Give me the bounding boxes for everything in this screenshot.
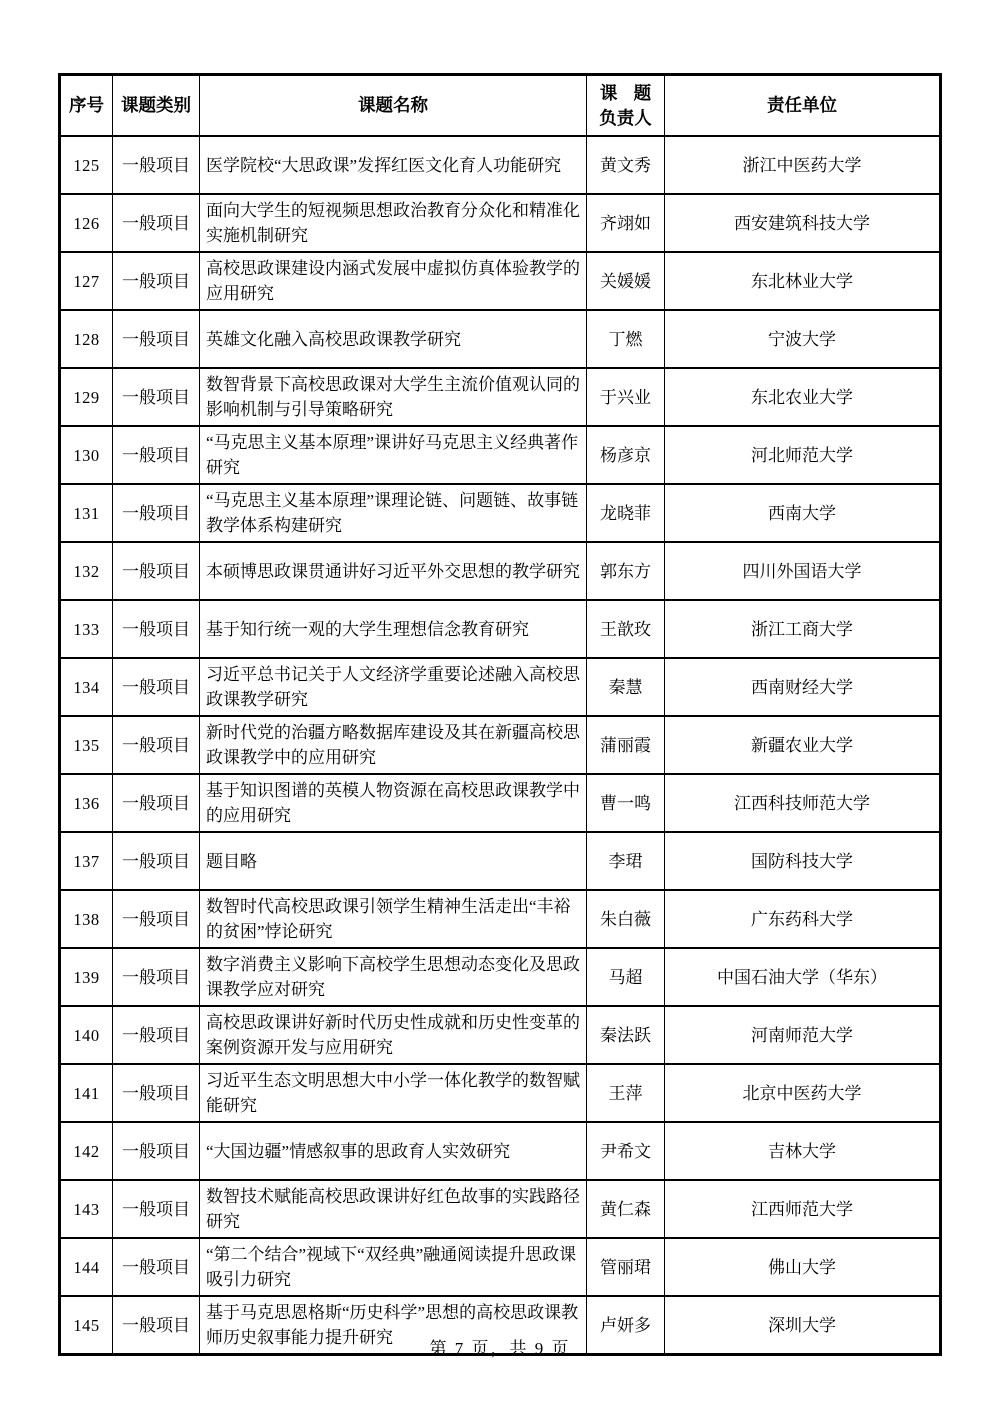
row-title: 数智时代高校思政课引领学生精神生活走出“丰裕的贫困”悖论研究 bbox=[200, 890, 587, 948]
row-leader: 蒲丽霞 bbox=[587, 716, 665, 774]
row-leader: 丁燃 bbox=[587, 310, 665, 368]
row-unit: 河北师范大学 bbox=[665, 426, 941, 484]
row-leader: 秦法跃 bbox=[587, 1006, 665, 1064]
table-row bbox=[60, 716, 941, 774]
header-leader-line1: 课 题 bbox=[599, 82, 658, 103]
row-unit: 江西科技师范大学 bbox=[665, 774, 941, 832]
row-unit: 西安建筑科技大学 bbox=[665, 194, 941, 252]
row-category: 一般项目 bbox=[113, 658, 200, 716]
row-index: 131 bbox=[60, 484, 113, 542]
row-category: 一般项目 bbox=[113, 252, 200, 310]
table-row bbox=[60, 1180, 941, 1238]
table-row bbox=[60, 136, 941, 194]
row-category: 一般项目 bbox=[113, 1064, 200, 1122]
row-unit: 江西师范大学 bbox=[665, 1180, 941, 1238]
row-leader: 杨彦京 bbox=[587, 426, 665, 484]
row-category: 一般项目 bbox=[113, 600, 200, 658]
row-category: 一般项目 bbox=[113, 368, 200, 426]
row-index: 134 bbox=[60, 658, 113, 716]
row-title: 题目略 bbox=[200, 832, 587, 890]
row-category: 一般项目 bbox=[113, 542, 200, 600]
row-category: 一般项目 bbox=[113, 890, 200, 948]
row-leader: 郭东方 bbox=[587, 542, 665, 600]
table-row bbox=[60, 600, 941, 658]
row-index: 145 bbox=[60, 1296, 113, 1355]
table-row bbox=[60, 890, 941, 948]
row-index: 126 bbox=[60, 194, 113, 252]
row-leader: 卢妍多 bbox=[587, 1296, 665, 1355]
row-unit: 西南大学 bbox=[665, 484, 941, 542]
row-unit: 东北林业大学 bbox=[665, 252, 941, 310]
row-title: 本硕博思政课贯通讲好习近平外交思想的教学研究 bbox=[200, 542, 587, 600]
row-index: 138 bbox=[60, 890, 113, 948]
row-index: 133 bbox=[60, 600, 113, 658]
row-title: “大国边疆”情感叙事的思政育人实效研究 bbox=[200, 1122, 587, 1180]
row-unit: 佛山大学 bbox=[665, 1238, 941, 1296]
row-leader: 王歆玫 bbox=[587, 600, 665, 658]
row-title: 习近平生态文明思想大中小学一体化教学的数智赋能研究 bbox=[200, 1064, 587, 1122]
row-index: 142 bbox=[60, 1122, 113, 1180]
row-index: 127 bbox=[60, 252, 113, 310]
table-row bbox=[60, 194, 941, 252]
row-index: 129 bbox=[60, 368, 113, 426]
row-unit: 浙江工商大学 bbox=[665, 600, 941, 658]
table-row bbox=[60, 658, 941, 716]
row-unit: 河南师范大学 bbox=[665, 1006, 941, 1064]
table-header-row bbox=[60, 75, 941, 137]
row-index: 144 bbox=[60, 1238, 113, 1296]
header-title: 课题名称 bbox=[200, 75, 587, 137]
projects-table bbox=[58, 73, 942, 1356]
table-row bbox=[60, 426, 941, 484]
row-title: 基于马克思恩格斯“历史科学”思想的高校思政课教师历史叙事能力提升研究 bbox=[200, 1296, 587, 1355]
row-title: 医学院校“大思政课”发挥红医文化育人功能研究 bbox=[200, 136, 587, 194]
row-title: 数字消费主义影响下高校学生思想动态变化及思政课教学应对研究 bbox=[200, 948, 587, 1006]
row-title: 数智技术赋能高校思政课讲好红色故事的实践路径研究 bbox=[200, 1180, 587, 1238]
row-title: 高校思政课讲好新时代历史性成就和历史性变革的案例资源开发与应用研究 bbox=[200, 1006, 587, 1064]
row-title: 高校思政课建设内涵式发展中虚拟仿真体验教学的应用研究 bbox=[200, 252, 587, 310]
row-category: 一般项目 bbox=[113, 1122, 200, 1180]
row-category: 一般项目 bbox=[113, 194, 200, 252]
row-index: 125 bbox=[60, 136, 113, 194]
table-row bbox=[60, 832, 941, 890]
row-category: 一般项目 bbox=[113, 484, 200, 542]
table-row bbox=[60, 484, 941, 542]
row-category: 一般项目 bbox=[113, 310, 200, 368]
table-row bbox=[60, 1006, 941, 1064]
row-unit: 东北农业大学 bbox=[665, 368, 941, 426]
row-leader: 黄文秀 bbox=[587, 136, 665, 194]
row-leader: 齐翊如 bbox=[587, 194, 665, 252]
row-unit: 广东药科大学 bbox=[665, 890, 941, 948]
row-leader: 龙晓菲 bbox=[587, 484, 665, 542]
row-category: 一般项目 bbox=[113, 832, 200, 890]
row-category: 一般项目 bbox=[113, 774, 200, 832]
row-index: 139 bbox=[60, 948, 113, 1006]
table-row bbox=[60, 542, 941, 600]
row-category: 一般项目 bbox=[113, 1006, 200, 1064]
header-category: 课题类别 bbox=[113, 75, 200, 137]
row-title: 面向大学生的短视频思想政治教育分众化和精准化实施机制研究 bbox=[200, 194, 587, 252]
row-index: 132 bbox=[60, 542, 113, 600]
table-row bbox=[60, 368, 941, 426]
row-leader: 黄仁森 bbox=[587, 1180, 665, 1238]
row-leader: 王萍 bbox=[587, 1064, 665, 1122]
row-title: 习近平总书记关于人文经济学重要论述融入高校思政课教学研究 bbox=[200, 658, 587, 716]
table-row bbox=[60, 1238, 941, 1296]
row-category: 一般项目 bbox=[113, 1180, 200, 1238]
row-leader: 尹希文 bbox=[587, 1122, 665, 1180]
header-leader-line2: 负责人 bbox=[599, 107, 652, 128]
row-category: 一般项目 bbox=[113, 426, 200, 484]
row-index: 136 bbox=[60, 774, 113, 832]
row-leader: 朱白薇 bbox=[587, 890, 665, 948]
row-category: 一般项目 bbox=[113, 136, 200, 194]
row-unit: 深圳大学 bbox=[665, 1296, 941, 1355]
header-index: 序号 bbox=[60, 75, 113, 137]
table-row bbox=[60, 948, 941, 1006]
row-unit: 北京中医药大学 bbox=[665, 1064, 941, 1122]
table-row bbox=[60, 1064, 941, 1122]
row-title: 英雄文化融入高校思政课教学研究 bbox=[200, 310, 587, 368]
row-index: 140 bbox=[60, 1006, 113, 1064]
row-index: 130 bbox=[60, 426, 113, 484]
row-unit: 国防科技大学 bbox=[665, 832, 941, 890]
row-leader: 管丽珺 bbox=[587, 1238, 665, 1296]
row-leader: 秦慧 bbox=[587, 658, 665, 716]
row-unit: 吉林大学 bbox=[665, 1122, 941, 1180]
row-title: 基于知行统一观的大学生理想信念教育研究 bbox=[200, 600, 587, 658]
table-row bbox=[60, 774, 941, 832]
row-title: 新时代党的治疆方略数据库建设及其在新疆高校思政课教学中的应用研究 bbox=[200, 716, 587, 774]
row-unit: 四川外国语大学 bbox=[665, 542, 941, 600]
row-title: 数智背景下高校思政课对大学生主流价值观认同的影响机制与引导策略研究 bbox=[200, 368, 587, 426]
row-category: 一般项目 bbox=[113, 1238, 200, 1296]
row-leader: 李珺 bbox=[587, 832, 665, 890]
table-row bbox=[60, 1122, 941, 1180]
row-leader: 马超 bbox=[587, 948, 665, 1006]
row-category: 一般项目 bbox=[113, 1296, 200, 1355]
row-leader: 曹一鸣 bbox=[587, 774, 665, 832]
table-row bbox=[60, 252, 941, 310]
row-title: 基于知识图谱的英模人物资源在高校思政课教学中的应用研究 bbox=[200, 774, 587, 832]
row-title: “马克思主义基本原理”课讲好马克思主义经典著作研究 bbox=[200, 426, 587, 484]
row-unit: 西南财经大学 bbox=[665, 658, 941, 716]
row-title: “第二个结合”视域下“双经典”融通阅读提升思政课吸引力研究 bbox=[200, 1238, 587, 1296]
page-number-footer: 第 7 页，共 9 页 bbox=[429, 1339, 571, 1358]
table-row bbox=[60, 310, 941, 368]
row-category: 一般项目 bbox=[113, 716, 200, 774]
row-index: 143 bbox=[60, 1180, 113, 1238]
header-unit: 责任单位 bbox=[665, 75, 941, 137]
row-unit: 中国石油大学（华东） bbox=[665, 948, 941, 1006]
row-unit: 新疆农业大学 bbox=[665, 716, 941, 774]
row-index: 141 bbox=[60, 1064, 113, 1122]
row-category: 一般项目 bbox=[113, 948, 200, 1006]
row-index: 137 bbox=[60, 832, 113, 890]
header-leader bbox=[587, 75, 665, 137]
row-index: 135 bbox=[60, 716, 113, 774]
row-index: 128 bbox=[60, 310, 113, 368]
row-title: “马克思主义基本原理”课理论链、问题链、故事链教学体系构建研究 bbox=[200, 484, 587, 542]
row-unit: 宁波大学 bbox=[665, 310, 941, 368]
row-leader: 于兴业 bbox=[587, 368, 665, 426]
row-unit: 浙江中医药大学 bbox=[665, 136, 941, 194]
row-leader: 关媛媛 bbox=[587, 252, 665, 310]
